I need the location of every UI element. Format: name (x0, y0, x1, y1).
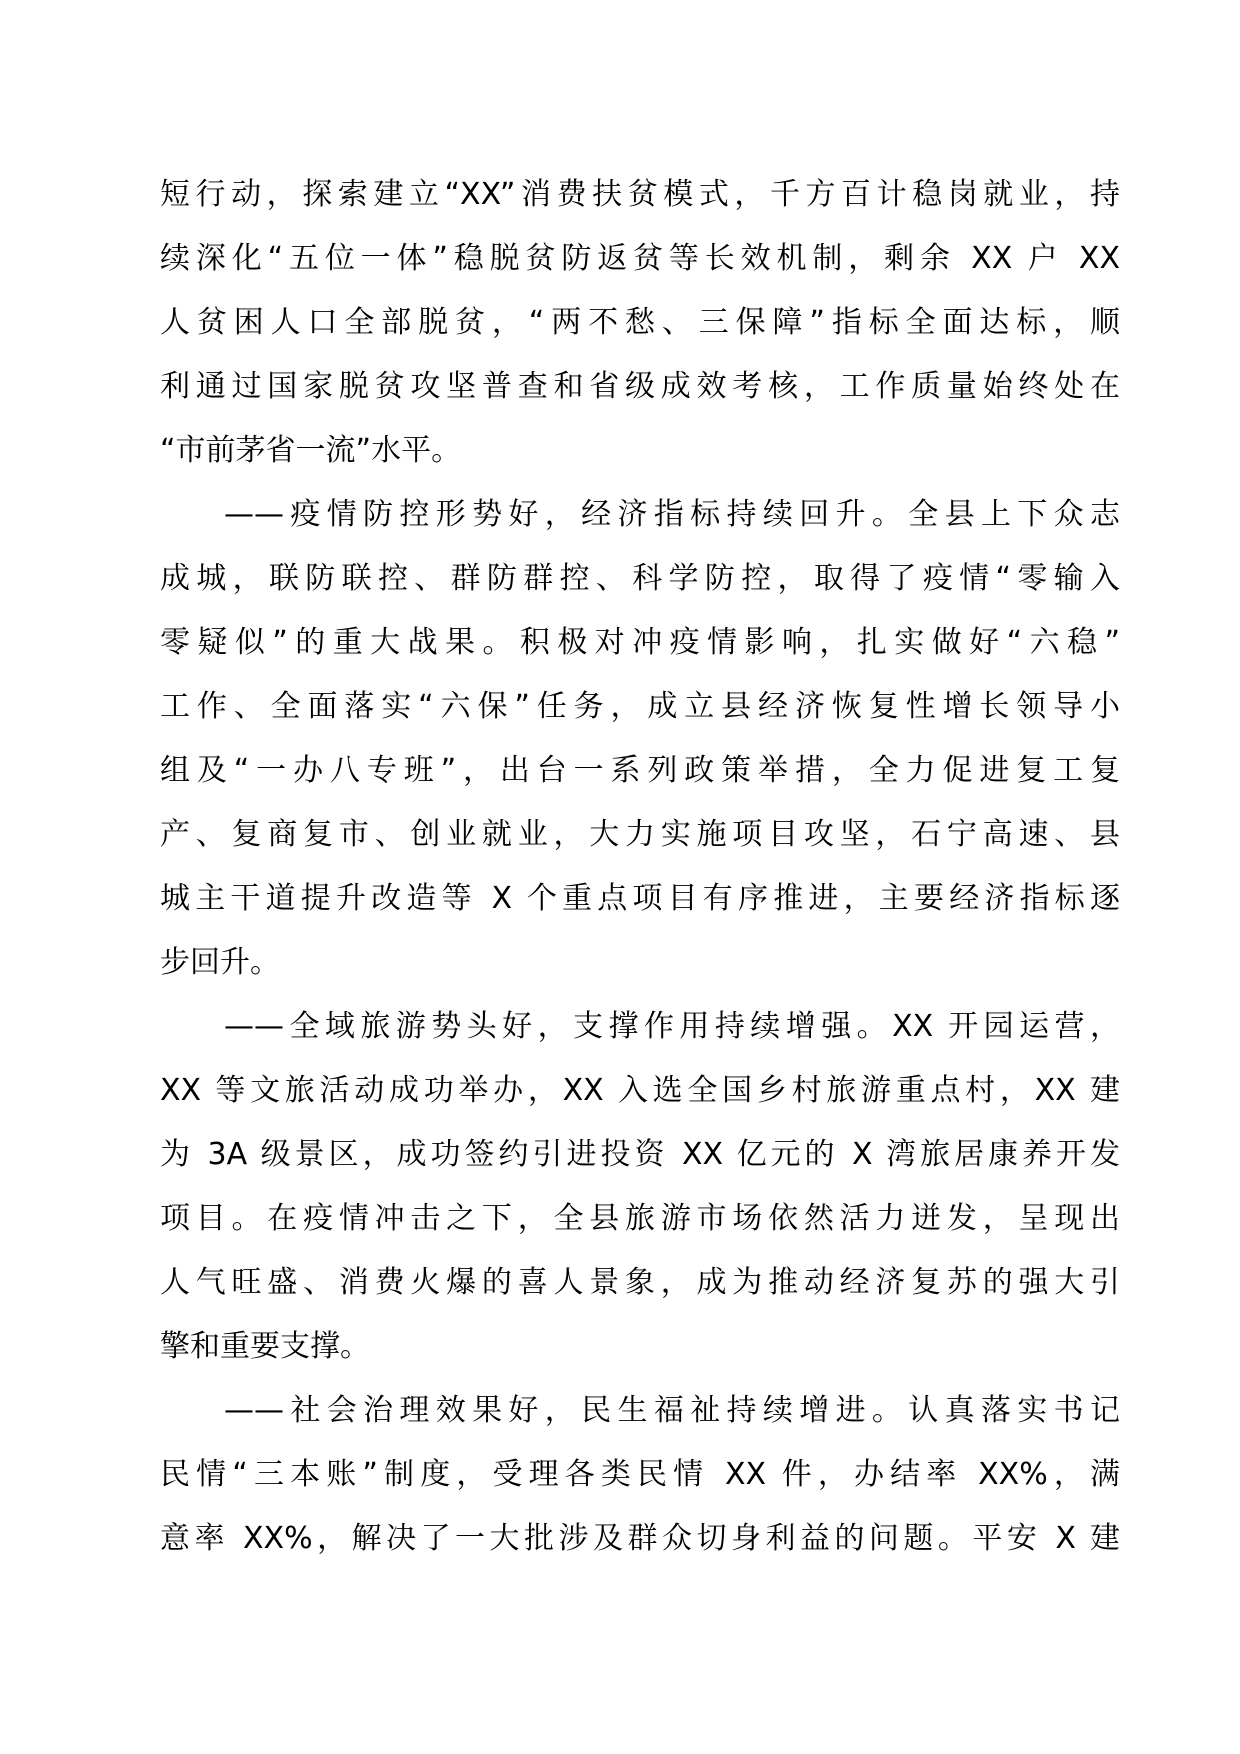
text-line: 产、复商复市、创业就业，大力实施项目攻坚，石宁高速、县 (160, 817, 1120, 852)
document-body (160, 163, 1120, 1571)
text-line: 意率 XX%，解决了一大批涉及群众切身利益的问题。平安 X 建 (160, 1521, 1120, 1556)
text-line: 为 3A 级景区，成功签约引进投资 XX 亿元的 X 湾旅居康养开发 (160, 1137, 1120, 1172)
text-line: 工作、全面落实“六保”任务，成立县经济恢复性增长领导小 (160, 689, 1120, 724)
text-line: 步回升。 (160, 945, 280, 980)
text-line: XX 等文旅活动成功举办，XX 入选全国乡村旅游重点村，XX 建 (160, 1073, 1120, 1108)
text-line: 民情“三本账”制度，受理各类民情 XX 件，办结率 XX%，满 (160, 1457, 1120, 1492)
text-line: 人气旺盛、消费火爆的喜人景象，成为推动经济复苏的强大引 (160, 1265, 1120, 1300)
section-heading-line: ——疫情防控形势好，经济指标持续回升。全县上下众志 (224, 497, 1120, 532)
text-line: 利通过国家脱贫攻坚普查和省级成效考核，工作质量始终处在 (160, 369, 1120, 404)
text-line: 城主干道提升改造等 X 个重点项目有序推进，主要经济指标逐 (160, 881, 1120, 916)
text-line: 组及“一办八专班”，出台一系列政策举措，全力促进复工复 (160, 753, 1120, 788)
text-line: “市前茅省一流”水平。 (160, 433, 462, 468)
text-line: 续深化“五位一体”稳脱贫防返贫等长效机制，剩余 XX 户 XX (160, 241, 1120, 276)
text-line: 零疑似”的重大战果。积极对冲疫情影响，扎实做好“六稳” (160, 625, 1120, 660)
text-line: 成城，联防联控、群防群控、科学防控，取得了疫情“零输入 (160, 561, 1120, 596)
text-line: 短行动，探索建立“XX”消费扶贫模式，千方百计稳岗就业，持 (160, 177, 1120, 212)
text-line: 项目。在疫情冲击之下，全县旅游市场依然活力迸发，呈现出 (160, 1201, 1120, 1236)
text-line: 人贫困人口全部脱贫，“两不愁、三保障”指标全面达标，顺 (160, 305, 1120, 340)
section-heading-line: ——社会治理效果好，民生福祉持续增进。认真落实书记 (224, 1393, 1120, 1428)
section-heading-line: ——全域旅游势头好，支撑作用持续增强。XX 开园运营， (224, 1009, 1120, 1044)
text-line: 擎和重要支撑。 (160, 1329, 370, 1364)
